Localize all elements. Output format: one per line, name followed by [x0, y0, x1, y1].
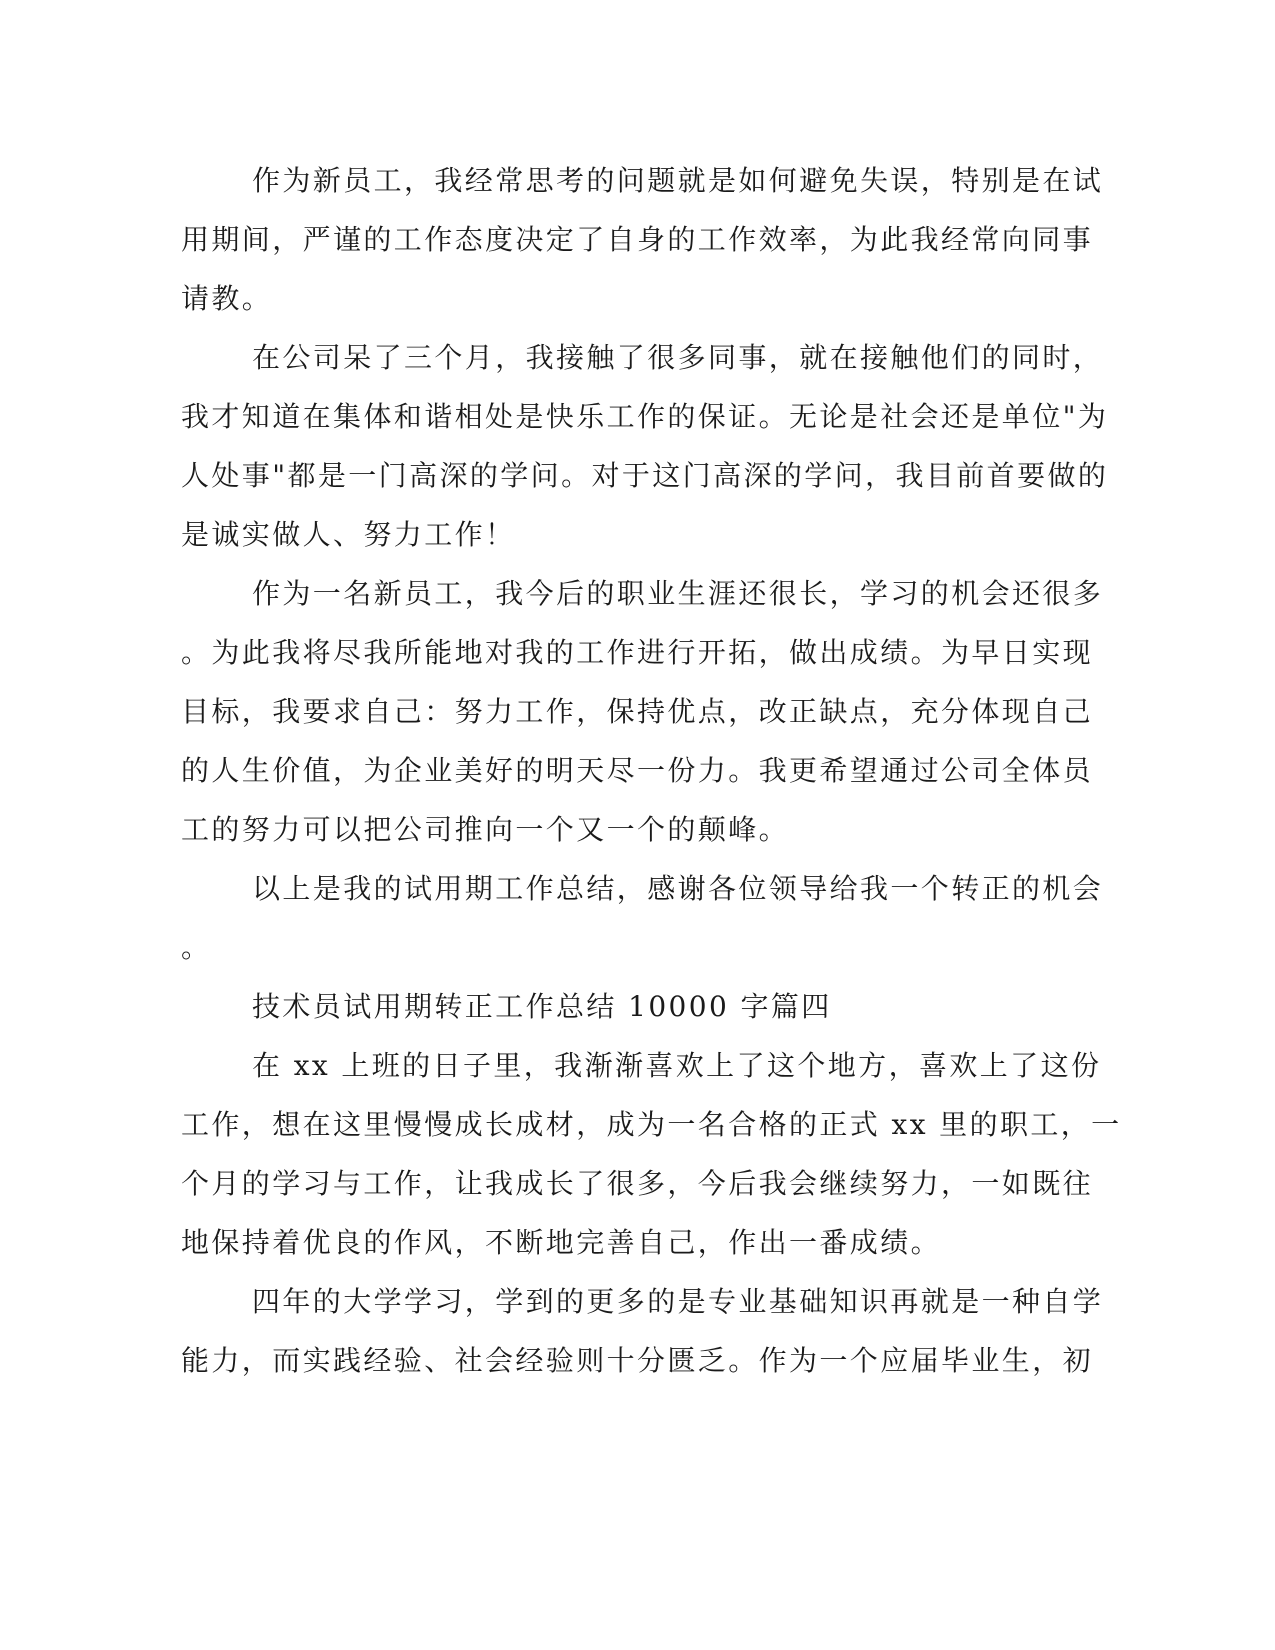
- text-line: 。: [181, 931, 212, 964]
- text-line: 在 xx 上班的日子里，我渐渐喜欢上了这个地方，喜欢上了这份: [252, 1049, 1102, 1082]
- text-line: 能力，而实践经验、社会经验则十分匮乏。作为一个应届毕业生，初: [181, 1344, 1094, 1377]
- text-line: 作为一名新员工，我今后的职业生涯还很长，学习的机会还很多: [252, 577, 1104, 610]
- text-line: 用期间，严谨的工作态度决定了自身的工作效率，为此我经常向同事: [181, 223, 1094, 256]
- text-line: 四年的大学学习，学到的更多的是专业基础知识再就是一种自学: [252, 1285, 1104, 1318]
- text-line: 在公司呆了三个月，我接触了很多同事，就在接触他们的同时，: [252, 341, 1104, 374]
- text-line: 个月的学习与工作，让我成长了很多，今后我会继续努力，一如既往: [181, 1167, 1094, 1200]
- text-line: 工作，想在这里慢慢成长成材，成为一名合格的正式 xx 里的职工，一: [181, 1108, 1122, 1141]
- text-line: 地保持着优良的作风，不断地完善自己，作出一番成绩。: [181, 1226, 942, 1259]
- text-line: 的人生价值，为企业美好的明天尽一份力。我更希望通过公司全体员: [181, 754, 1094, 787]
- text-line: 人处事"都是一门高深的学问。对于这门高深的学问，我目前首要做的: [181, 459, 1109, 492]
- text-line: 是诚实做人、努力工作！: [181, 518, 516, 551]
- text-line: 请教。: [181, 282, 273, 315]
- text-line: 。为此我将尽我所能地对我的工作进行开拓，做出成绩。为早日实现: [181, 636, 1094, 669]
- section-heading: 技术员试用期转正工作总结 10000 字篇四: [252, 990, 832, 1023]
- text-line: 作为新员工，我经常思考的问题就是如何避免失误，特别是在试: [252, 164, 1104, 197]
- text-line: 目标，我要求自己：努力工作，保持优点，改正缺点，充分体现自己: [181, 695, 1094, 728]
- text-line: 以上是我的试用期工作总结，感谢各位领导给我一个转正的机会: [252, 872, 1104, 905]
- text-line: 工的努力可以把公司推向一个又一个的颠峰。: [181, 813, 790, 846]
- text-line: 我才知道在集体和谐相处是快乐工作的保证。无论是社会还是单位"为: [181, 400, 1109, 433]
